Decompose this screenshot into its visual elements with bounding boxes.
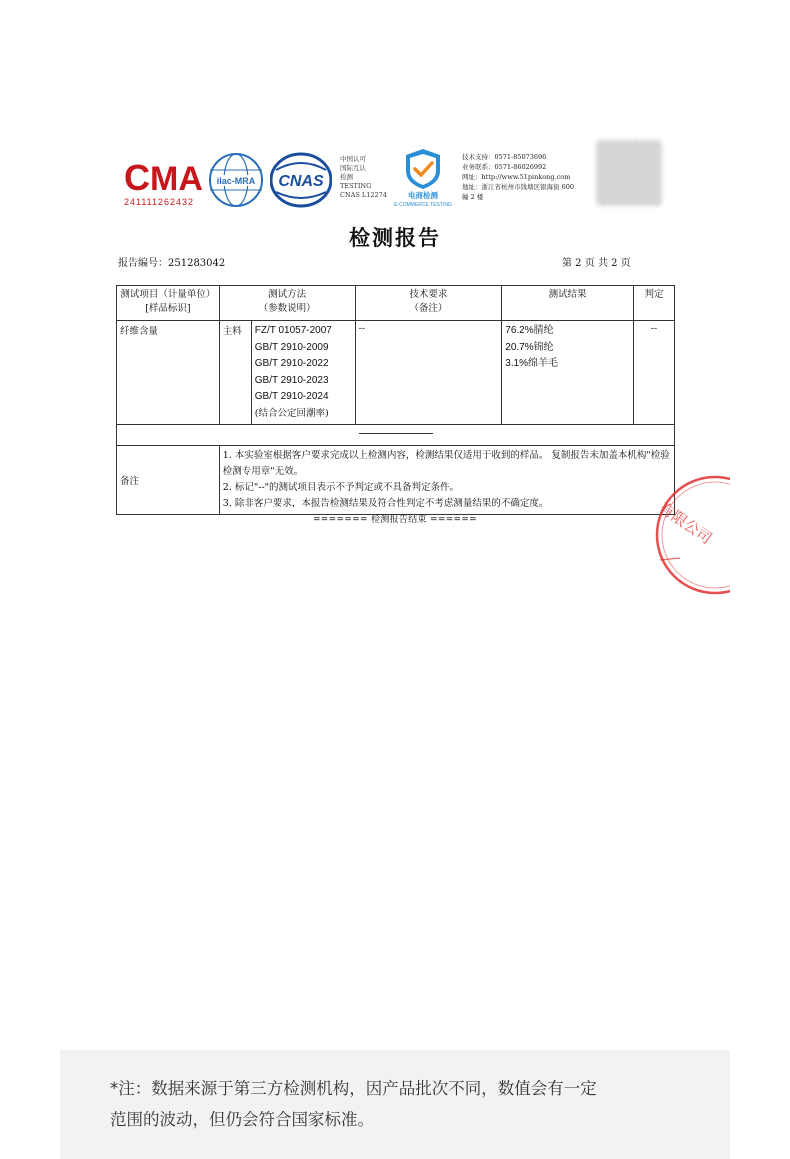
report-table (116, 285, 675, 515)
row-part: 主料 (219, 321, 251, 425)
table-header-row (117, 286, 675, 321)
row-item: 纤维含量 (117, 321, 220, 425)
header-requirement: 技术要求 （备注） (355, 286, 502, 321)
header-judge: 判定 (634, 286, 675, 321)
cma-logo (120, 150, 202, 210)
cert-info: 中国认可 国际互认 检测 TESTING CNAS L12274 (340, 155, 387, 199)
document-title: 检测报告 (349, 225, 441, 250)
remarks-content: 1. 本实验室根据客户要求完成以上检测内容，检测结果仅适用于收到的样品。 复制报告未加盖本机构"检验检测专用章"无效。 2. 标记"--"的测试项目表示不予判定或不具备判定条件。 3. 除非客户要求，本报告检测结果及符合性判定不考虑测量结果的不确定度。 (219, 446, 674, 515)
svg-text:C: C (124, 157, 150, 198)
company-seal (620, 470, 730, 600)
ilac-mra-logo (208, 152, 264, 208)
contact-info: 技术支持：0571-85073696 业务联系：0571-86026992 网址：http://www.51pinkong.com 地址：浙江省杭州市钱塘区银海街 600 幢 2 楼 (462, 153, 574, 201)
header-result: 测试结果 (502, 286, 634, 321)
svg-text:有限公司: 有限公司 (655, 498, 716, 548)
row-requirement: -- (355, 321, 502, 425)
row-judge: -- (634, 321, 675, 425)
header-method: 测试方法 （参数说明） (219, 286, 355, 321)
separator-line (359, 433, 433, 434)
svg-text:电商检测: 电商检测 (408, 191, 438, 200)
page-info: 第 2 页 共 2 页 (562, 258, 631, 269)
qr-code (596, 140, 662, 206)
svg-text:CNAS: CNAS (278, 173, 324, 190)
row-methods: FZ/T 01057-2007 GB/T 2910-2009 GB/T 2910-2022 GB/T 2910-2023 GB/T 2910-2024 (结合公定回潮率) (251, 321, 355, 425)
svg-text:E-COMMERCE TESTING: E-COMMERCE TESTING (394, 202, 452, 207)
footer-note: *注：数据来源于第三方检测机构，因产品批次不同，数值会有一定 范围的波动，但仍会符合国家标准。 (110, 1079, 597, 1129)
remarks-label: 备注 (117, 446, 220, 515)
svg-text:MA: MA (150, 160, 202, 198)
separator-row (117, 425, 675, 446)
svg-text:241111262432: 241111262432 (124, 197, 195, 207)
report-end-marker: ======= 检测报告结束 ====== (312, 515, 478, 525)
row-results: 76.2%腈纶 20.7%锦纶 3.1%绵羊毛 (502, 321, 634, 425)
header-item: 测试项目（计量单位） [样品标识] (117, 286, 220, 321)
svg-text:ilac-MRA: ilac-MRA (216, 176, 256, 186)
cnas-logo (270, 152, 332, 208)
report-number: 报告编号：251283042 (118, 258, 226, 269)
ecommerce-testing-logo (388, 145, 458, 207)
table-row (117, 321, 675, 425)
remarks-row (117, 446, 675, 515)
